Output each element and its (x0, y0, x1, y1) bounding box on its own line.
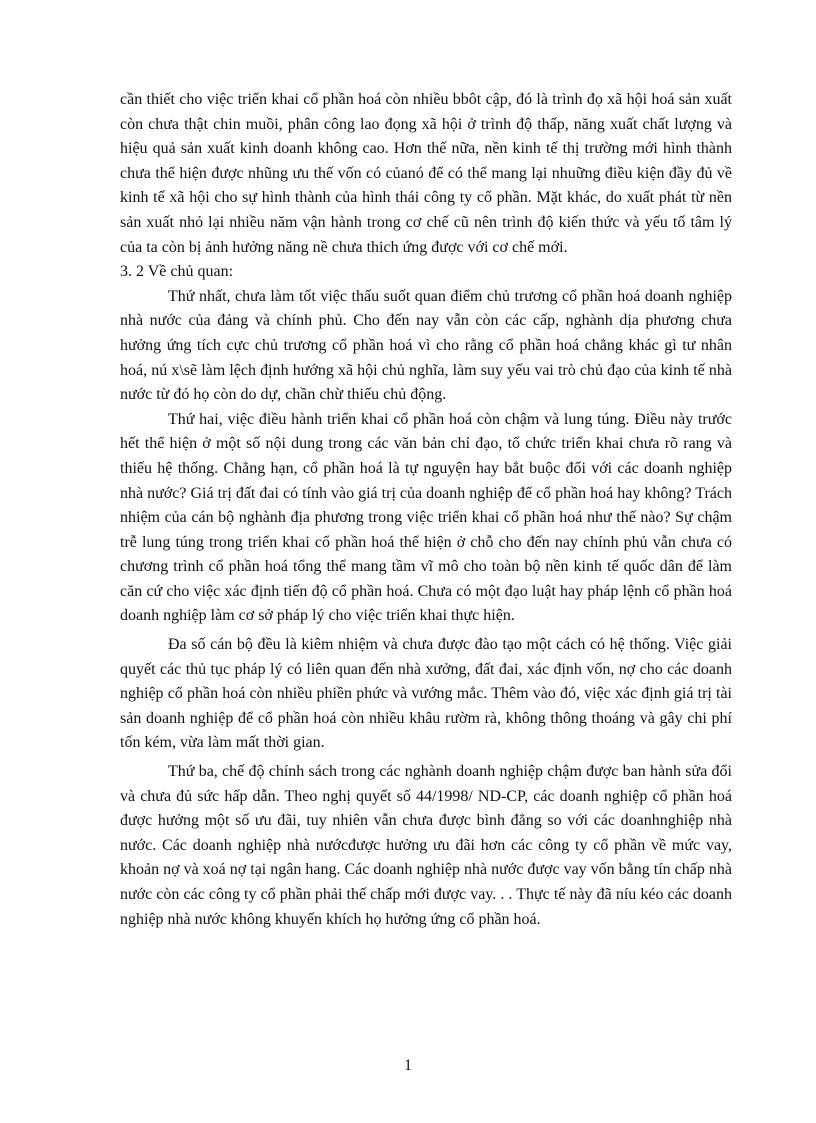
page-number: 1 (404, 1057, 412, 1074)
document-page (120, 88, 732, 932)
paragraph-intro: cần thiết cho việc triển khai cổ phần hoá còn nhiều bbôt cập, đó là trình đọ xã hội hoá sản xuất còn chưa thật chin muồi, phân công lao đọng xã hội ở trình độ thấp, năng xuất chất lượng và hiệu quả sản xuất kinh doanh không cao. Hơn thế nữa, nền kinh tế thị trường mới hình thành chưa thể hiện được nhũng ưu thế vốn có củanó để có thể mang lại nhuững điều kiện đầy đủ về kinh tế xã hội cho sự hình thành của hình thái công ty cổ phần. Mặt khác, do xuất phát từ nền sản xuất nhỏ lại nhiều năm vận hành trong cơ chế cũ nên trình độ kiến thức và yếu tố tâm lý của ta còn bị ảnh hưởng năng nề chưa thich ứng được với cơ chế mới. (120, 91, 732, 256)
paragraph-second-point: Thứ hai, việc điều hành triển khai cổ phần hoá còn chậm và lung túng. Điều này trước hết thể hiện ở một số nội dung trong các văn bản chỉ đạo, tổ chức triển khai chưa rõ rang và thiếu hệ thống. Chẳng hạn, cổ phần hoá là tự nguyện hay bắt buộc đối với các doanh nghiệp nhà nước? Giá trị đất đai có tính vào giá trị của doanh nghiệp để cổ phần hoá hay không? Trách nhiệm của cán bộ nghành địa phương trong việc triển khai cổ phần hoá như thế nào? Sự chậm trễ lung túng trong triển khai cổ phần hoá thể hiện ở chỗ cho đến nay chính phủ vẫn chưa có chương trình cổ phần hoá tổng thể mang tầm vĩ mô cho toàn bộ nền kinh tế quốc dân để làm căn cứ cho việc xác định tiến độ cổ phần hoá. Chưa có một đạo luật hay pháp lệnh cổ phần hoá doanh nghiệp làm cơ sở pháp lý cho việc triển khai thực hiện. (120, 410, 732, 625)
paragraph-third-point: Thứ ba, chế độ chính sách trong các nghành doanh nghiệp chậm được ban hành sửa đổi và chưa đủ sức hấp dẫn. Theo nghị quyết số 44/1998/ ND-CP, các doanh nghiệp cổ phần hoá được hưởng một số ưu đãi, tuy nhiên vẫn chưa được bình đẳng so với các doanhnghiệp nhà nước. Các doanh nghiệp nhà nướcđược hưởng ưu đãi hơn các công ty cổ phần về mức vay, khoản nợ và xoá nợ tại ngân hang. Các doanh nghiệp nhà nước được vay vốn bằng tín chấp nhà nước còn các công ty cổ phần phải thế chấp mới được vay. . . Thực tế này đã níu kéo các doanh nghiệp nhà nước không khuyến khích họ hưởng ứng cổ phần hoá. (120, 763, 732, 928)
paragraph-first-point: Thứ nhất, chưa làm tốt việc thấu suốt quan điểm chủ trương cổ phần hoá doanh nghiệp nhà nước của đảng và chính phủ. Cho đến nay vẫn còn các cấp, nghành dịa phương chưa hưởng ứng tích cực chủ trương cổ phần hoá vì cho rằng cổ phần hoá chẳng khác gì tư nhân hoá, nú x\sẽ làm lệch định hướng xã hội chủ nghĩa, làm suy yếu vai trò chủ đạo của kinh tế nhà nước từ đó họ còn do dự, chần chừ thiếu chủ động. (120, 287, 732, 404)
section-heading: 3. 2 Về chủ quan: (120, 263, 234, 281)
paragraph-staff: Đa số cán bộ đều là kiêm nhiệm và chưa được đào tạo một cách có hệ thống. Việc giải quyết các thủ tục pháp lý có liên quan đến nhà xưởng, đất đai, xác định vốn, nợ cho các doanh nghiệp cổ phần hoá còn nhiều phiền phức và vướng mắc. Thêm vào đó, việc xác định giá trị tài sản doanh nghiệp để cổ phần hoá còn nhiều khâu rườm rà, không thông thoáng và gây chi phí tốn kém, vừa làm mất thời gian. (120, 636, 732, 752)
